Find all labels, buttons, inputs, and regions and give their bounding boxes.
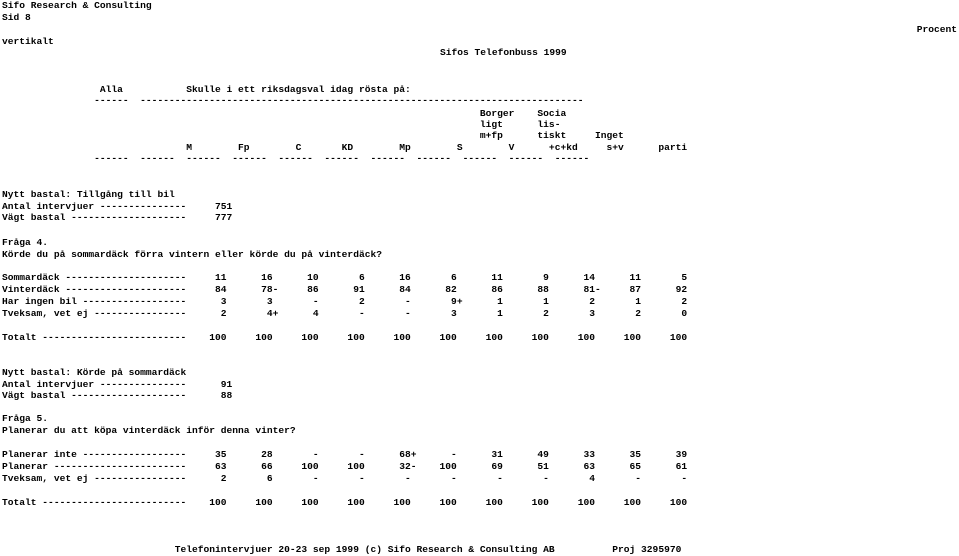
column-head-row-2: ligt lis- (2, 119, 561, 130)
table-row: Tveksam, vet ej ---------------- 2 6 - - - - - - 4 - - (2, 473, 688, 484)
unit-label: Procent (916, 24, 957, 35)
table-row: Planerar ----------------------- 63 66 100 100 32- 100 69 51 63 65 61 (2, 461, 688, 472)
question-text-1: Körde du på sommardäck förra vintern eller körde du på vinterdäck? (2, 249, 382, 260)
interviews-1: Antal intervjuer --------------- 751 (2, 201, 233, 212)
company-name: Sifo Research & Consulting (2, 0, 152, 11)
table-row: Vinterdäck --------------------- 84 78- 86 91 84 82 86 88 81- 87 92 (2, 284, 688, 295)
column-rule: ------ ----------------------------------------------------------------------------- (2, 95, 584, 106)
total-row-1: Totalt ------------------------- 100 100 100 100 100 100 100 100 100 100 100 (2, 332, 688, 343)
question-number-2: Fråga 5. (2, 413, 49, 424)
orientation-label: vertikalt (2, 36, 54, 47)
table-row: Planerar inte ------------------ 35 28 - - 68+ - 31 49 33 35 39 (2, 449, 688, 460)
weighted-base-1: Vägt bastal -------------------- 777 (2, 212, 233, 223)
table-row: Har ingen bil ------------------ 3 3 - 2 - 9+ 1 1 2 1 2 (2, 296, 688, 307)
column-heading: Alla Skulle i ett riksdagsval idag rösta på: (2, 84, 411, 95)
column-head-row-1: Borger Socia (2, 108, 567, 119)
base-label-2: Nytt bastal: Körde på sommardäck (2, 367, 187, 378)
total-row-2: Totalt ------------------------- 100 100 100 100 100 100 100 100 100 100 100 (2, 497, 688, 508)
table-row: Sommardäck --------------------- 11 16 10 6 16 6 11 9 14 11 5 (2, 272, 688, 283)
column-dash-row: ------ ------ ------ ------ ------ ------ ------ ------ ------ ------ ------ (2, 153, 590, 164)
base-label-1: Nytt bastal: Tillgång till bil (2, 189, 175, 200)
column-head-row-3: m+fp tiskt Inget (2, 130, 624, 141)
page-number: Sid 8 (2, 12, 31, 23)
question-number-1: Fråga 4. (2, 237, 49, 248)
column-head-row-4: M Fp C KD Mp S V +c+kd s+v parti (2, 142, 688, 153)
interviews-2: Antal intervjuer --------------- 91 (2, 379, 233, 390)
footer-text: Telefonintervjuer 20-23 sep 1999 (c) Sifo Research & Consulting AB Proj 3295970 (2, 544, 682, 555)
table-row: Tveksam, vet ej ---------------- 2 4+ 4 - - 3 1 2 3 2 0 (2, 308, 688, 319)
question-text-2: Planerar du att köpa vinterdäck inför denna vinter? (2, 425, 296, 436)
survey-title: Sifos Telefonbuss 1999 (440, 47, 567, 58)
weighted-base-2: Vägt bastal -------------------- 88 (2, 390, 233, 401)
